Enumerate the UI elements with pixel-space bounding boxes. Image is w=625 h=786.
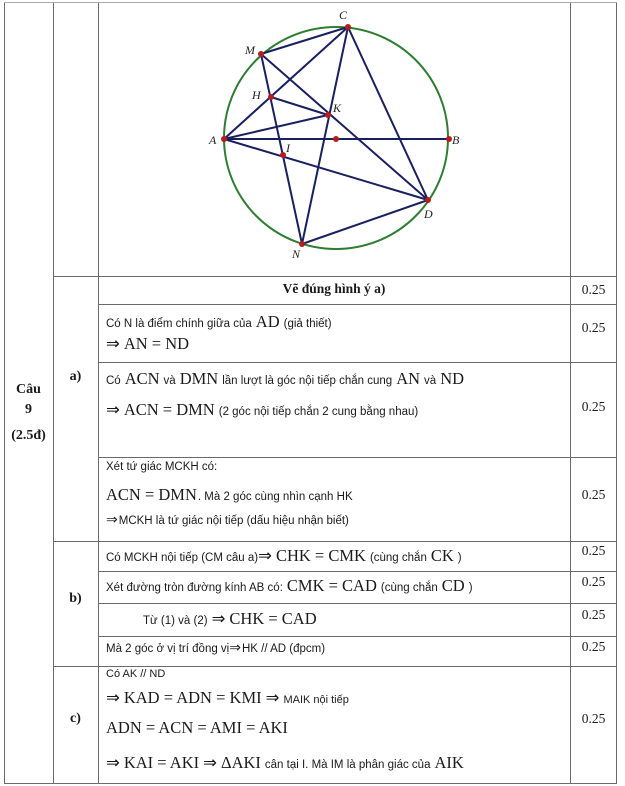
point-label-k: K	[333, 101, 342, 115]
implies-arrow-icon: ⇒	[258, 546, 272, 565]
row-divider	[53, 541, 617, 542]
score: 0.25	[581, 543, 606, 558]
row-divider	[98, 362, 617, 363]
point-label-b: B	[452, 133, 460, 147]
part-c-line: Có AK // ND	[106, 668, 166, 680]
part-b-line: Có MCKH nội tiếp (CM câu a) ⇒ CHK = CMK (cùng chắn CK )	[106, 546, 462, 565]
question-label	[4, 380, 53, 446]
score: 0.25	[581, 320, 606, 335]
implies-arrow-icon: ⇒	[106, 688, 120, 707]
question-points: (2.5đ)	[11, 428, 46, 443]
score: 0.25	[581, 607, 606, 622]
implies-arrow-icon: ⇒	[106, 513, 118, 528]
point-label-h: H	[252, 88, 261, 102]
score: 0.25	[581, 399, 606, 414]
row-divider	[53, 666, 617, 667]
score: 0.25	[581, 487, 606, 502]
implies-arrow-icon: ⇒	[106, 400, 120, 419]
question-word: Câu	[16, 382, 41, 397]
point-label-a: A	[209, 133, 217, 147]
part-b-line: Xét đường tròn đường kính AB có: CMK = CAD (cùng chắn CD )	[106, 576, 473, 595]
row-divider	[98, 636, 617, 637]
part-a-line: ⇒ ACN = DMN (2 góc nội tiếp chắn 2 cung bằng nhau)	[106, 400, 419, 419]
part-b-label: b)	[69, 591, 82, 606]
row-divider	[53, 276, 617, 277]
part-a-line: ACN = DMN . Mà 2 góc cùng nhìn cạnh HK	[106, 485, 353, 504]
point-label-d: D	[424, 207, 433, 221]
part-c-line: ADN = ACN = AMI = AKI	[106, 718, 288, 737]
part-c-line: ⇒ KAD = ADN = KMI ⇒ MAIK nội tiếp	[106, 688, 349, 707]
implies-arrow-icon: ⇒	[203, 753, 217, 772]
score: 0.25	[581, 282, 606, 297]
question-number: 9	[25, 402, 32, 417]
part-a-line: Có N là điểm chính giữa của AD (giả thiết)	[106, 312, 332, 331]
part-a-line: ⇒ AN = ND	[106, 334, 190, 353]
table-border-bottom	[4, 783, 617, 784]
implies-arrow-icon: ⇒	[229, 641, 241, 656]
score: 0.25	[581, 711, 606, 726]
implies-arrow-icon: ⇒	[211, 609, 226, 628]
part-a-label: a)	[69, 369, 82, 384]
score: 0.25	[581, 574, 606, 589]
point-label-i: I	[286, 141, 290, 155]
implies-arrow-icon: ⇒	[265, 688, 280, 707]
row-divider	[98, 571, 617, 572]
part-b-line: Mà 2 góc ở vị trí đồng vị ⇒ HK // AD (đpcm)	[106, 641, 326, 656]
part-b-line: Từ (1) và (2) ⇒ CHK = CAD	[143, 609, 317, 628]
part-a-line: Xét tứ giác MCKH có:	[106, 461, 218, 473]
point-label-n: N	[292, 247, 301, 261]
row-divider	[98, 457, 617, 458]
score: 0.25	[581, 639, 606, 654]
implies-arrow-icon: ⇒	[106, 334, 120, 353]
part-c-line: ⇒ KAI = AKI ⇒ ΔAKI cân tại I. Mà IM là phân giác của AIK	[106, 753, 464, 772]
row-divider	[98, 603, 617, 604]
part-a-line: Có ACN và DMN lần lượt là góc nội tiếp chắn cung AN và ND	[106, 369, 465, 388]
point-label-m: M	[245, 43, 255, 57]
geometry-figure	[0, 0, 625, 276]
part-a-figure-note: Vẽ đúng hình ý a)	[282, 281, 386, 296]
row-divider	[98, 304, 617, 305]
implies-arrow-icon: ⇒	[106, 753, 120, 772]
point-label-c: C	[339, 8, 348, 22]
part-c-label: c)	[70, 711, 81, 726]
part-a-line: ⇒ MCKH là tứ giác nội tiếp (dấu hiệu nhận biết)	[106, 513, 349, 528]
